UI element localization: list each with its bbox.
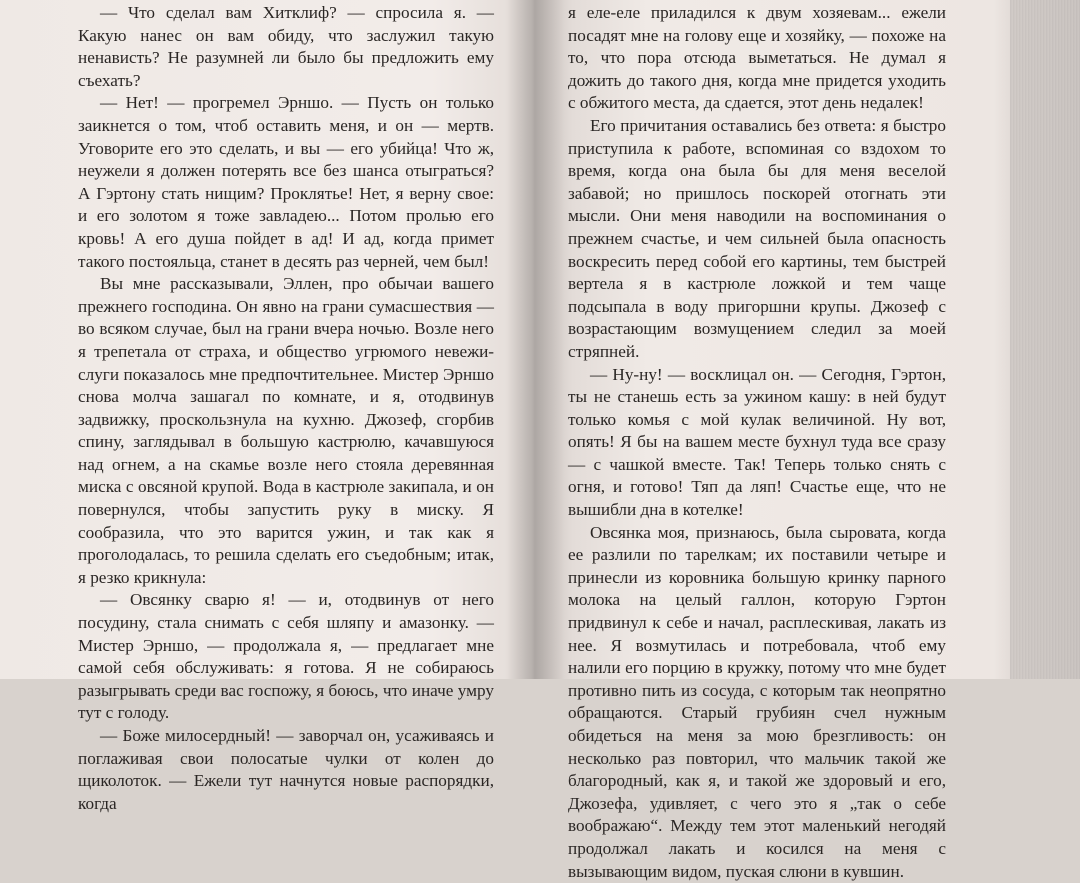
paragraph: — Боже милосердный! — заворчал он, усаживаясь и поглаживая свои полосатые чулки от колен до щиколоток. — Ежели тут начнутся новые распорядки, когда xyxy=(78,726,494,813)
page-edges xyxy=(1010,0,1080,679)
right-page xyxy=(568,2,946,883)
left-page xyxy=(78,2,494,815)
paragraph: — Ну-ну! — восклицал он. — Сегодня, Гэртон, ты не станешь есть за ужином кашу: в ней будут только комья с мой кулак величиной. Ну вот, опять! Я бы на вашем месте бухнул туда все сразу — с чашкой вместе. Так! Теперь только снять с огня, и готово! Тяп да ляп! Счастье еще, что не вышибли дна в котелке! xyxy=(568,364,946,520)
paragraph: Вы мне рассказывали, Эллен, про обычаи вашего прежнего господина. Он явно на грани сумасшествия — во всяком случае, был на грани вчера ночью. Возле него я трепетала от страха, и общество угрюмого невежи-слуги показалось мне предпочтительнее. Мистер Эрншо снова молча зашагал по комнате, и я, отодвинув задвижку, проскользнула на кухню. Джозеф, сгорбив спину, заглядывал в большую кастрюлю, качавшуюся над огнем, а на скамье возле него стояла деревянная миска с овсяной крупой. Вода в кастрюле закипала, и он повернулся, чтобы запустить руку в миску. Я сообразила, что это варится ужин, и так как я проголодалась, то решила сделать его съедобным; итак, я резко крикнула: xyxy=(78,274,494,587)
book-gutter xyxy=(505,0,565,679)
paragraph: — Нет! — прогремел Эрншо. — Пусть он только заикнется о том, чтоб оставить меня, и он — мертв. Уговорите его это сделать, и вы — его убийца! Что ж, неужели я должен потерять все без шанса отыграться? А Гэртону стать нищим? Проклятье! Нет, я верну свое: и его золотом я тоже завладею... Потом пролью его кровь! А его душа пойдет в ад! И ад, когда примет такого постояльца, станет в десять раз черней, чем был! xyxy=(78,93,494,271)
paragraph: — Овсянку сварю я! — и, отодвинув от него посудину, стала снимать с себя шляпу и амазонку. — Мистер Эрншо, — продолжала я, — предлагает мне самой себя обслуживать: я готова. Я не собираюсь разыгрывать среди вас госпожу, я боюсь, что иначе умру тут с голоду. xyxy=(78,590,494,723)
paragraph: я еле-еле приладился к двум хозяевам... ежели посадят мне на голову еще и хозяйку, — похоже на то, что пора отсюда выметаться. Не думал я дожить до такого дня, когда мне придется уходить с обжитого места, да сдается, этот день недалек! xyxy=(568,3,946,113)
paragraph: Овсянка моя, признаюсь, была сыровата, когда ее разлили по тарелкам; их поставили четыре и принесли из коровника большую кринку парного молока на целый галлон, которую Гэртон придвинул к себе и начал, расплескивая, лакать из нее. Я возмутилась и потребовала, чтоб ему налили его порцию в кружку, потому что мне будет противно пить из сосуда, с которым так неопрятно обращаются. Старый грубиян счел нужным обидеться на меня за мою брезгливость: он несколько раз повторил, что мальчик такой же благородный, как я, и такой же здоровый и его, Джозефа, удивляет, с чего это я „так о себе воображаю“. Между тем этот маленький негодяй продолжал лакать и косился на меня с вызывающим видом, пуская слюни в кувшин. xyxy=(568,522,946,881)
paragraph: Его причитания оставались без ответа: я быстро приступила к работе, вспоминая со вздохом то время, когда она была бы для меня веселой забавой; но пришлось поскорей отогнать эти мысли. Они меня наводили на воспоминания о прежнем счастье, и чем сильней была опасность воскресить перед собой его картины, тем быстрей вертела я в кастрюле ложкой и тем чаще подсыпала в воду пригоршни крупы. Джозеф с возрастающим возмущением следил за моей стряпней. xyxy=(568,115,946,361)
paragraph: — Что сделал вам Хитклиф? — спросила я. — Какую нанес он вам обиду, что заслужил такую ненависть? Не разумней ли было бы предложить ему съехать? xyxy=(78,3,494,90)
